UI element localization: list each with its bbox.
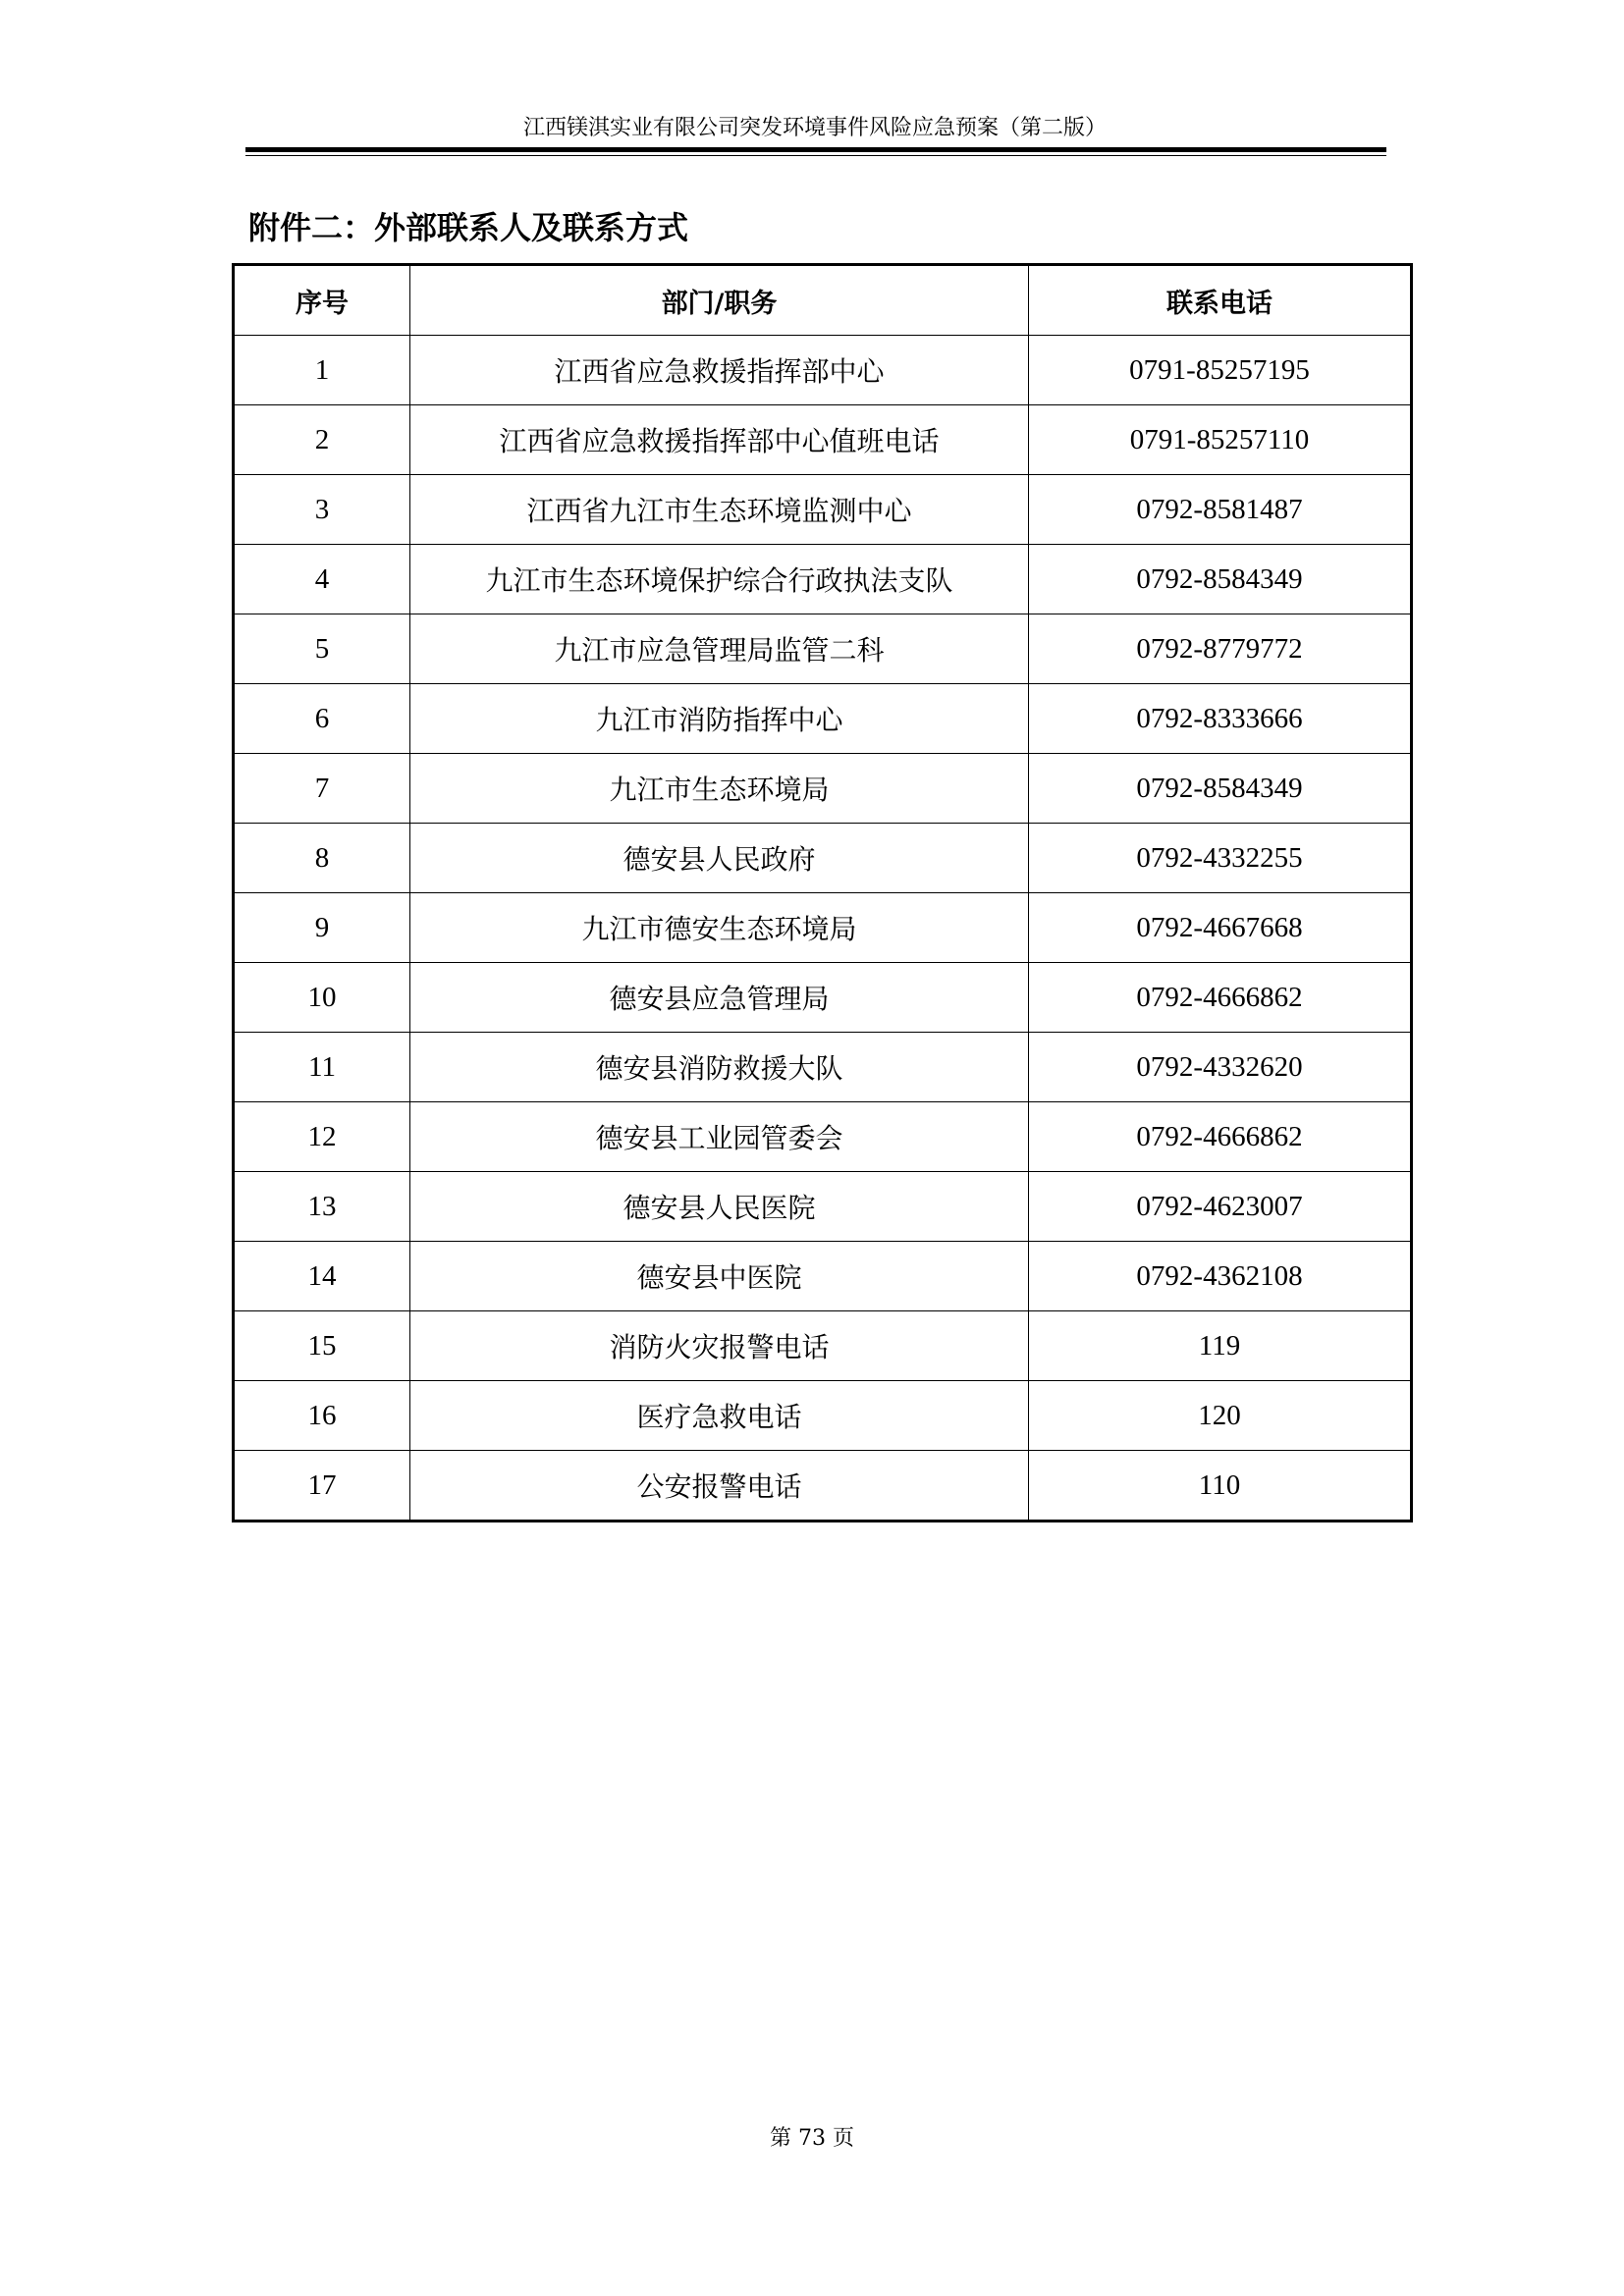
table-row — [234, 1311, 1412, 1381]
row-number: 7 — [234, 754, 410, 824]
row-department: 九江市生态环境保护综合行政执法支队 — [410, 545, 1029, 614]
row-department: 江西省九江市生态环境监测中心 — [410, 475, 1029, 545]
row-number: 5 — [234, 614, 410, 684]
row-phone: 110 — [1029, 1451, 1412, 1522]
table-row — [234, 475, 1412, 545]
row-department: 九江市德安生态环境局 — [410, 893, 1029, 963]
row-number: 16 — [234, 1381, 410, 1451]
row-number: 8 — [234, 824, 410, 893]
table-row — [234, 545, 1412, 614]
page-number: 第 73 页 — [770, 2126, 854, 2151]
row-number: 9 — [234, 893, 410, 963]
row-phone: 120 — [1029, 1381, 1412, 1451]
row-phone: 0792-4362108 — [1029, 1242, 1412, 1311]
row-department: 德安县应急管理局 — [410, 963, 1029, 1033]
row-phone: 0791-85257195 — [1029, 336, 1412, 405]
row-phone: 0792-4623007 — [1029, 1172, 1412, 1242]
table-row — [234, 754, 1412, 824]
row-phone: 0792-4332620 — [1029, 1033, 1412, 1102]
row-phone: 0792-8333666 — [1029, 684, 1412, 754]
row-number: 17 — [234, 1451, 410, 1522]
row-department: 公安报警电话 — [410, 1451, 1029, 1522]
row-phone: 0792-8584349 — [1029, 545, 1412, 614]
row-number: 3 — [234, 475, 410, 545]
row-phone: 0792-4666862 — [1029, 963, 1412, 1033]
row-department: 德安县工业园管委会 — [410, 1102, 1029, 1172]
row-department: 江西省应急救援指挥部中心 — [410, 336, 1029, 405]
table-row — [234, 405, 1412, 475]
row-number: 10 — [234, 963, 410, 1033]
table-row — [234, 1102, 1412, 1172]
table-row — [234, 963, 1412, 1033]
row-phone: 0792-4332255 — [1029, 824, 1412, 893]
row-department: 九江市应急管理局监管二科 — [410, 614, 1029, 684]
contacts-table — [232, 263, 1413, 1522]
row-department: 九江市生态环境局 — [410, 754, 1029, 824]
row-department: 江西省应急救援指挥部中心值班电话 — [410, 405, 1029, 475]
table-row — [234, 1451, 1412, 1522]
table-header-row — [234, 265, 1412, 336]
column-header-department: 部门/职务 — [410, 265, 1029, 336]
row-number: 1 — [234, 336, 410, 405]
column-header-number: 序号 — [234, 265, 410, 336]
table-row — [234, 336, 1412, 405]
row-phone: 0792-8779772 — [1029, 614, 1412, 684]
row-department: 德安县人民政府 — [410, 824, 1029, 893]
section-title: 附件二：外部联系人及联系方式 — [248, 209, 689, 246]
row-number: 11 — [234, 1033, 410, 1102]
table-row — [234, 1033, 1412, 1102]
row-number: 14 — [234, 1242, 410, 1311]
header-divider-thick — [245, 147, 1386, 152]
table-row — [234, 1242, 1412, 1311]
row-phone: 0792-8581487 — [1029, 475, 1412, 545]
row-department: 九江市消防指挥中心 — [410, 684, 1029, 754]
row-department: 医疗急救电话 — [410, 1381, 1029, 1451]
row-phone: 0791-85257110 — [1029, 405, 1412, 475]
row-number: 6 — [234, 684, 410, 754]
table-row — [234, 824, 1412, 893]
header-divider-thin — [245, 155, 1386, 156]
row-number: 15 — [234, 1311, 410, 1381]
table-row — [234, 614, 1412, 684]
row-number: 4 — [234, 545, 410, 614]
row-phone: 0792-8584349 — [1029, 754, 1412, 824]
table-row — [234, 1172, 1412, 1242]
row-phone: 0792-4666862 — [1029, 1102, 1412, 1172]
row-number: 2 — [234, 405, 410, 475]
column-header-phone: 联系电话 — [1029, 265, 1412, 336]
row-department: 德安县人民医院 — [410, 1172, 1029, 1242]
row-number: 12 — [234, 1102, 410, 1172]
row-department: 德安县消防救援大队 — [410, 1033, 1029, 1102]
row-number: 13 — [234, 1172, 410, 1242]
table-row — [234, 684, 1412, 754]
table-row — [234, 893, 1412, 963]
table-row — [234, 1381, 1412, 1451]
row-phone: 0792-4667668 — [1029, 893, 1412, 963]
document-header-title: 江西镁淇实业有限公司突发环境事件风险应急预案（第二版） — [522, 116, 1107, 140]
row-department: 德安县中医院 — [410, 1242, 1029, 1311]
row-phone: 119 — [1029, 1311, 1412, 1381]
row-department: 消防火灾报警电话 — [410, 1311, 1029, 1381]
